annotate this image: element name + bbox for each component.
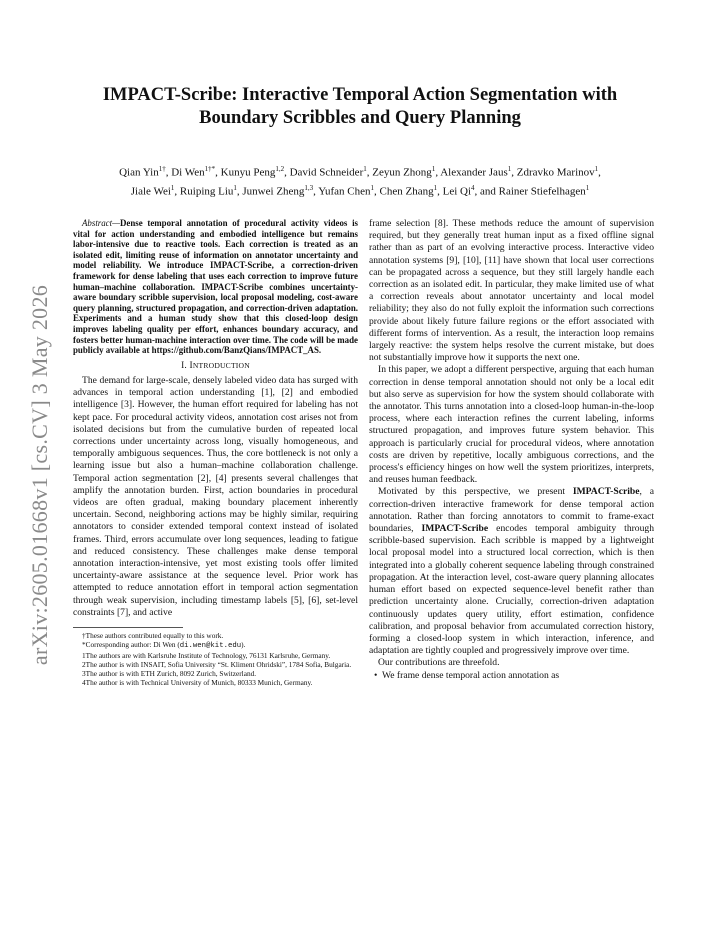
framework-name-bold: IMPACT-Scribe: [572, 486, 640, 498]
author-affiliation-mark: 1: [433, 183, 438, 192]
author-affiliation-mark: 1: [507, 165, 512, 173]
footnote-corresponding: [73, 640, 358, 651]
author-separator: ,: [313, 185, 319, 198]
author-affiliation-mark: 4: [471, 183, 475, 192]
footnote-rule: [73, 627, 183, 628]
author-name: Yufan Chen: [318, 185, 371, 198]
author-separator: ,: [165, 166, 172, 179]
author-name: David Schneider: [289, 166, 364, 179]
title-line-2: Boundary Scribbles and Query Planning: [199, 108, 521, 128]
bullet-1-text: We frame dense temporal action annotation as: [381, 669, 560, 681]
footnote-aff2: 2The author is with INSAIT, Sofia University “St. Kliment Ohridski”, 1784 Sofia, Bulgaria.: [82, 659, 352, 669]
footnote-equal: †These authors contributed equally to this work.: [82, 630, 224, 640]
author-affiliation-mark: 1: [170, 183, 175, 192]
author-separator: ,: [174, 185, 180, 198]
author-affiliation-mark: 1: [585, 183, 590, 192]
contributions-intro: Our contributions are threefold.: [378, 657, 500, 669]
footnote-corr-suffix: ).: [241, 639, 246, 649]
footnote-aff4: 4The author is with Technical University of Munich, 80333 Munich, Germany.: [82, 677, 313, 687]
author-name: Kunyu Peng: [220, 166, 276, 179]
para3-part-e: encodes temporal ambiguity through scribble-based supervision. Each scribble is mapped by a lightweight local proposal model into a structured local correction, which is then integrated into a globally coherent sequence labeling through constrained propagation. At the interaction level, cost-aware query planning allocates human effort based on expected sequence-level benefit rather than prediction uncertainty alone. Crucially, correction-driven adaptation continuously updates query utility, effort estimation, confidence calibration, and proposal behavior from accumulated correction history, forming a closed-loop system in which interaction, inference, and adaptation are tightly coupled and progressively improve over time.: [369, 523, 654, 657]
right-column: [369, 218, 654, 682]
author-separator: ,: [215, 166, 221, 179]
author-separator: ,: [366, 166, 373, 179]
author-separator: ,: [284, 166, 290, 179]
right-paragraph-1: frame selection [8]. These methods reduce the amount of supervision required, but they generally treat human input as a fixed offline signal rather than as part of an evolving interactive process. Interactive video annotation systems [9], [10], [11] have shown that local user corrections can be propagated across a sequence, but they still largely handle each correction as an isolated edit. In particular, they make limited use of what a correction reveals about annotator uncertainty and local model reliability; they also do not fully exploit the information such corrections provide about likely future failure regions or the effort associated with different forms of intervention. As a result, the interaction loop remains largely reactive: the system helps resolve the current mistake, but does not substantially improve how it supports the next one.: [369, 218, 654, 364]
author-separator: , and: [474, 185, 499, 198]
author-name: Qian Yin: [119, 166, 159, 179]
author-name: Zeyun Zhong: [372, 166, 432, 179]
author-name: Di Wen: [171, 166, 205, 179]
author-affiliation-mark: 1: [363, 165, 367, 173]
left-column: [73, 218, 358, 687]
author-affiliation-mark: 1†: [158, 165, 166, 173]
author-name: Jiale Wei: [130, 185, 171, 198]
intro-paragraph: The demand for large-scale, densely labeled video data has surged with advances in temporal action understanding [1], [2] and embodied intelligence [3]. However, the human effort required for labeling has not kept pace. For procedural activity videos, annotation cost arises not from isolated decisions but from the cumulative burden of repeated local corrections under uncertainty across long, visually homogeneous, and temporally ambiguous sequences. Thus, the core bottleneck is not only a learning issue but also a human–machine collaboration challenge. Temporal action segmentation [2], [4] presents several challenges that amplify the annotation burden. First, action boundaries in procedural videos are often gradual, making boundary placement inherently uncertain. Second, neighboring actions may be highly similar, requiring annotators to consider extended temporal context instead of isolated frames. Third, errors accumulate over long sequences, leading to fatigue and reduced consistency. These challenges make dense temporal annotation interaction-intensive, yet most existing tools offer limited uncertainty-aware assistance at the sequence level. Prior work has attempted to reduce annotation effort in temporal action segmentation through weak supervision, including timestamp labels [5], [6], set-level constraints [7], and active: [73, 374, 358, 618]
author-affiliation-mark: 1: [594, 165, 599, 173]
author-name: Alexander Jaus: [440, 166, 508, 179]
right-paragraph-2: In this paper, we adopt a different perspective, arguing that each human correction in dense temporal annotation should not only be a local edit but also serve as supervision for how the system should collaborate with the annotator. This turns annotation into a closed-loop human-in-the-loop process, where each interaction refines the current labeling, informs structured propagation, and improves future system behavior. This approach is particularly crucial for procedural videos, where annotation costs are driven by repetitive, locally ambiguous corrections, and the process's efficiency hinges on how well the system prioritizes, interprets, and reuses human feedback.: [369, 364, 654, 486]
abstract-label: Abstract—: [82, 218, 120, 228]
author-affiliation-mark: 1: [431, 165, 436, 173]
corresponding-email[interactable]: di.wen@kit.edu: [179, 641, 242, 650]
arxiv-side-label: arXiv:2605.01668v1 [cs.CV] 3 May 2026: [27, 284, 52, 666]
author-separator: ,: [374, 185, 380, 198]
abstract: [73, 218, 358, 356]
author-name: Junwei Zheng: [242, 185, 305, 198]
para3-part-c: , a correction-driven interactive framework for dense temporal action annotation. Rather than forcing annotators to commit to frame-exact boundaries,: [369, 486, 654, 535]
author-separator: ,: [511, 166, 517, 179]
para3-part-a: Motivated by this perspective, we present: [378, 486, 573, 498]
author-name: Lei Qi: [442, 185, 472, 198]
author-affiliation-mark: 1,2: [275, 165, 285, 173]
author-affiliation-mark: 1: [233, 183, 237, 192]
author-name: Ruiping Liu: [179, 185, 234, 198]
footnote-aff1: 1The authors are with Karlsruhe Institute of Technology, 76131 Karlsruhe, Germany.: [82, 650, 331, 660]
author-separator: ,: [437, 185, 443, 198]
abstract-text: Dense temporal annotation of procedural activity videos is vital for action understanding and embodied intelligence but remains labor-intensive due to reactive tools. Each correction is treated as an isolated edit, limiting reuse of information on annotator uncertainty and model reliability. We introduce IMPACT-Scribe, a correction-driven framework for dense labeling that uses each correction to improve future human–machine collaboration. IMPACT-Scribe combines uncertainty-aware boundary scribble supervision, local proposal modeling, cost-aware query planning, structured propagation, and correction-driven adaptation. Experiments and a human study show that this closed-loop design improves labeling quality per effort, enhances boundary accuracy, and fosters better human-machine interaction over time. The code will be made publicly available at https://github.com/BanzQians/IMPACT_AS.: [73, 218, 358, 356]
paper-title: [70, 84, 650, 130]
title-line-1: IMPACT-Scribe: Interactive Temporal Action Segmentation with: [102, 85, 618, 105]
author-affiliation-mark: 1: [370, 183, 375, 192]
author-affiliation-mark: 1,3: [304, 183, 314, 192]
author-separator: ,: [598, 166, 601, 179]
author-name: Chen Zhang: [379, 185, 434, 198]
author-separator: ,: [435, 166, 441, 179]
author-name: Zdravko Marinov: [516, 166, 595, 179]
section-heading-introduction: I. INTRODUCTION: [181, 360, 250, 371]
author-affiliation-mark: 1†*: [204, 165, 216, 173]
footnote-corr-prefix: *Corresponding author: Di Wen (: [82, 639, 180, 649]
right-paragraph-3: [369, 486, 654, 657]
framework-name-bold-2: IMPACT-Scribe: [421, 523, 489, 535]
author-name: Rainer Stiefelhagen: [498, 185, 586, 198]
author-separator: ,: [236, 185, 243, 198]
author-list: [70, 162, 650, 199]
footnote-aff3: 3The author is with ETH Zurich, 8092 Zurich, Switzerland.: [82, 668, 257, 678]
contribution-bullet-1: • We frame dense temporal action annotation as: [374, 669, 560, 681]
